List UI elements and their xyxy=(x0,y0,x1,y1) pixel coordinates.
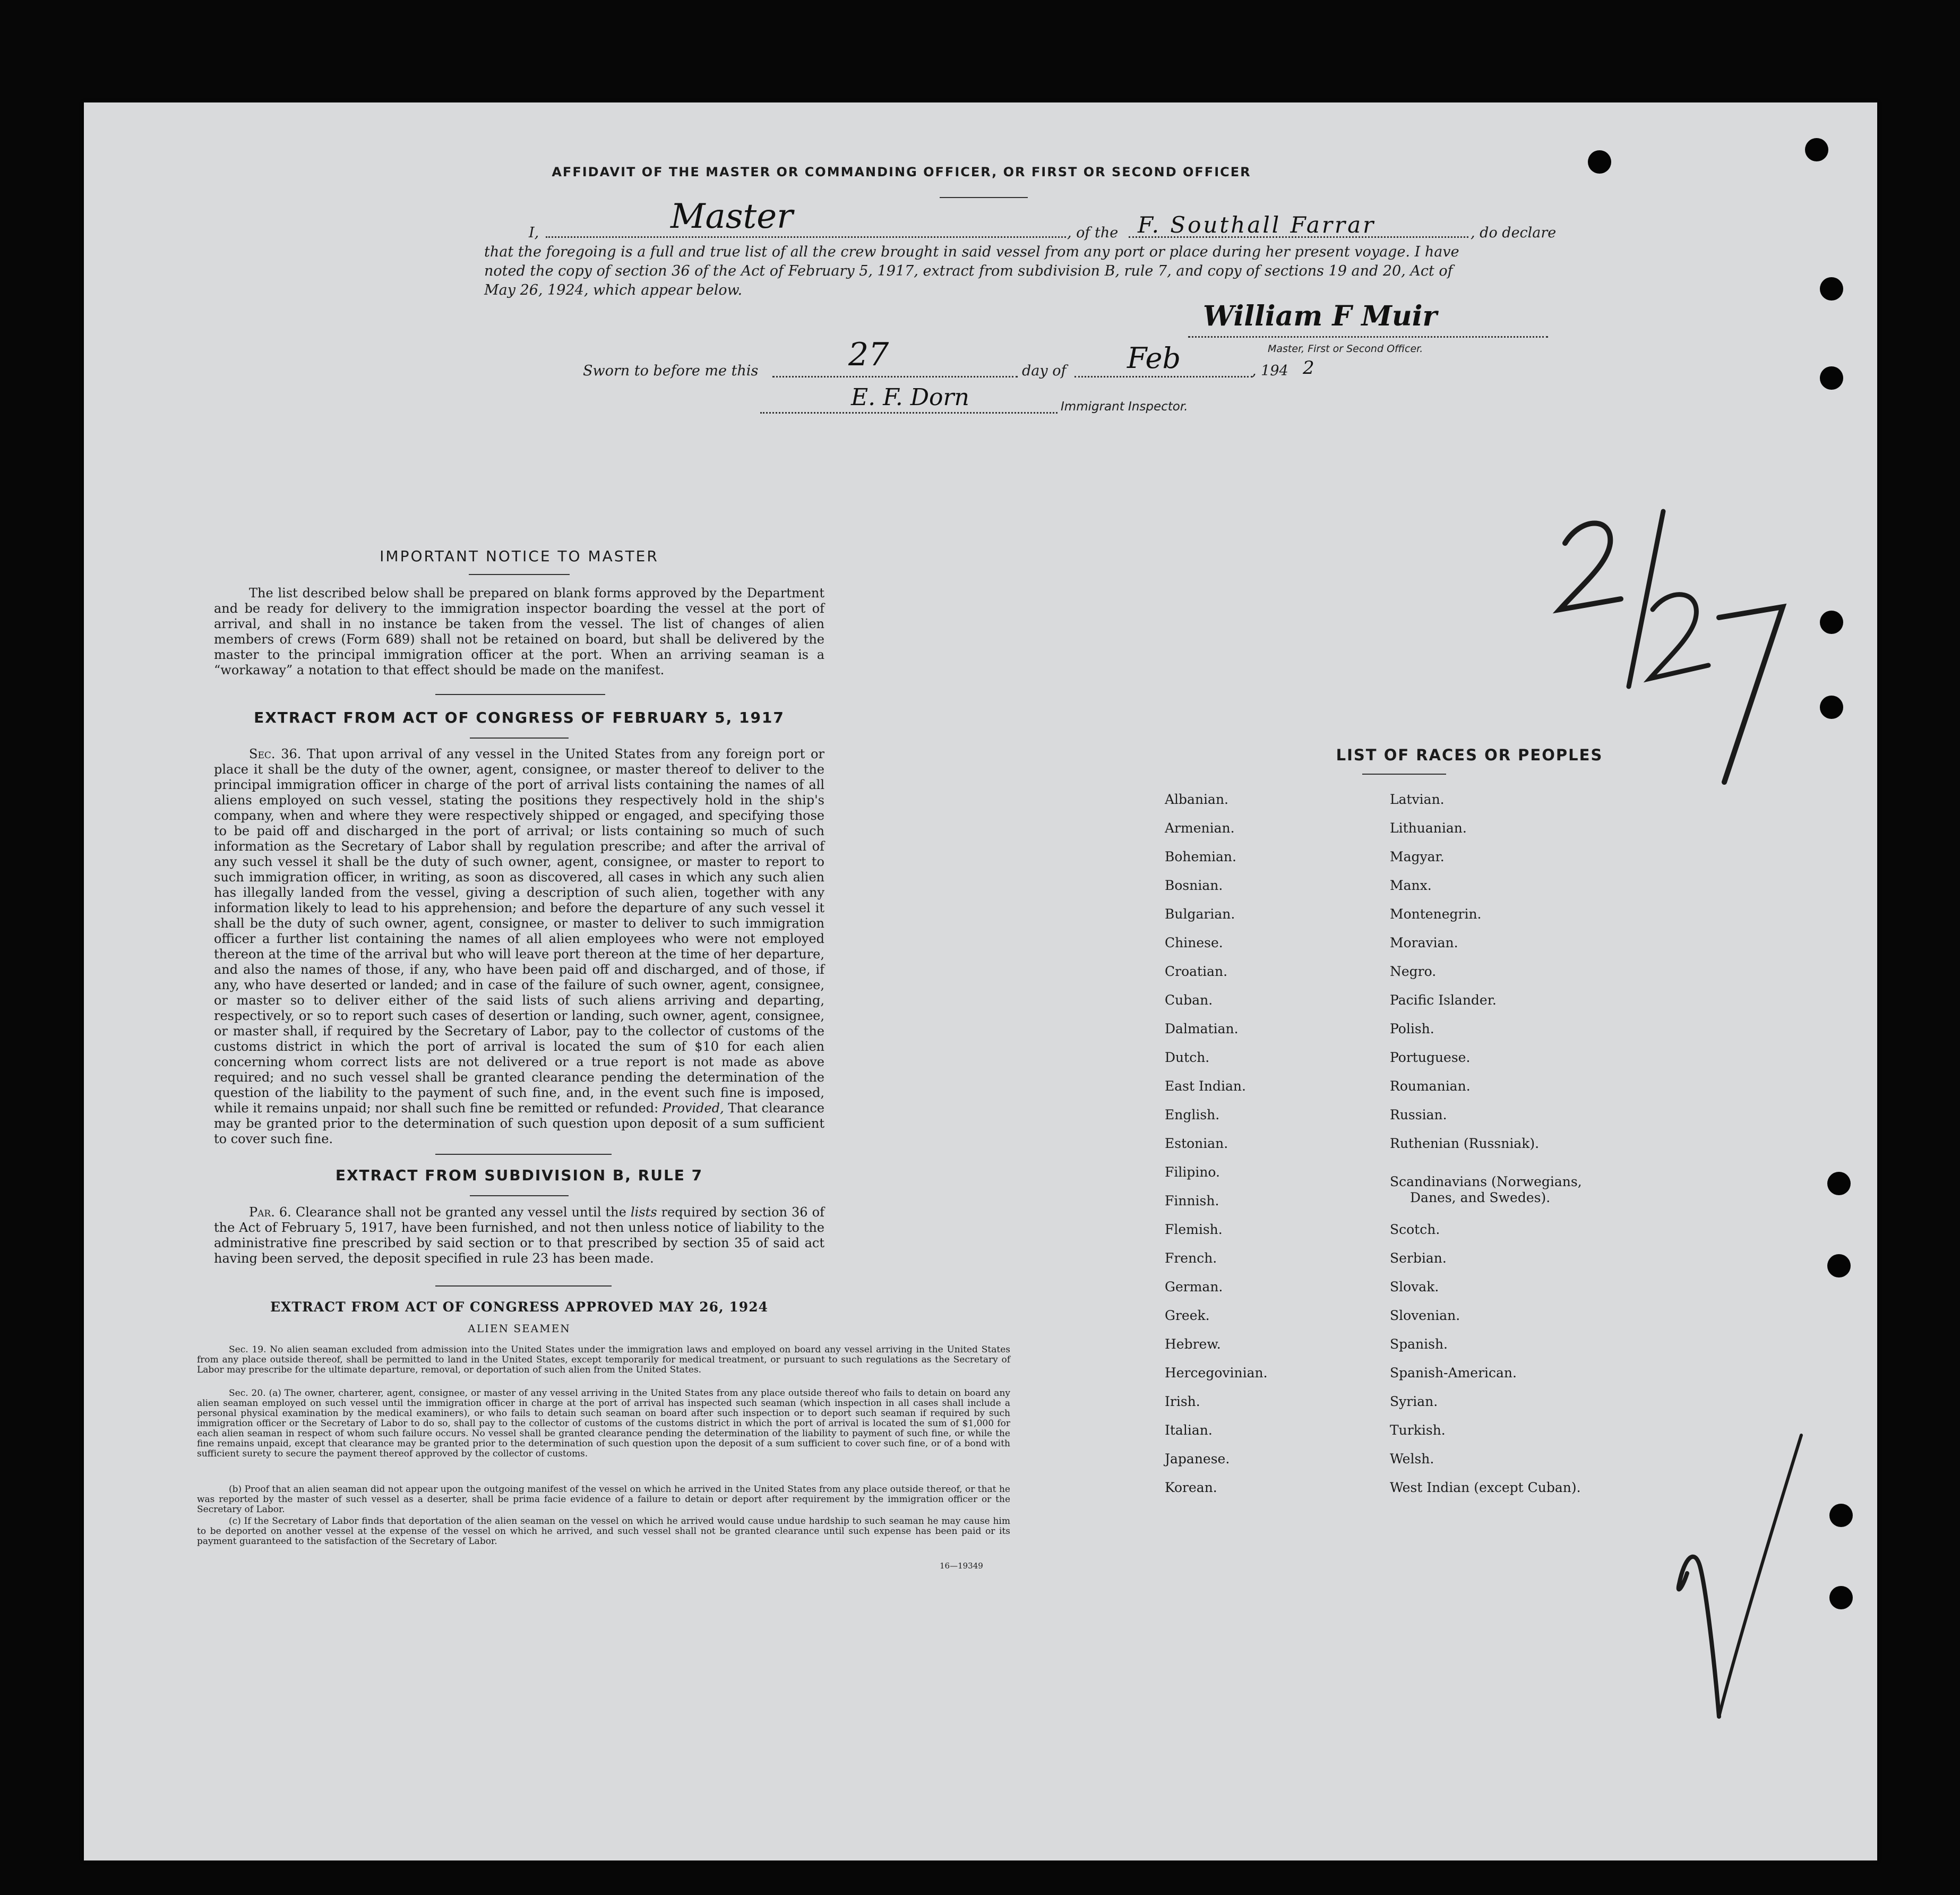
race-item: Slovenian. xyxy=(1390,1308,1460,1323)
day-handwriting: 27 xyxy=(848,336,889,373)
race-item: Spanish. xyxy=(1390,1336,1448,1352)
race-item: Portuguese. xyxy=(1390,1050,1471,1065)
race-item: Cuban. xyxy=(1165,992,1213,1008)
race-item: Turkish. xyxy=(1390,1422,1446,1438)
race-item: Dalmatian. xyxy=(1165,1021,1239,1036)
race-item: Magyar. xyxy=(1390,849,1445,864)
sec-36-label: Sec. 36. xyxy=(249,747,302,761)
do-declare-label: , do declare xyxy=(1471,225,1557,241)
divider xyxy=(470,738,569,739)
of-the-label: , of the xyxy=(1067,225,1119,241)
binder-hole xyxy=(1820,366,1843,390)
par-6-text xyxy=(214,1205,824,1266)
sworn-label: Sworn to before me this xyxy=(583,363,759,379)
sec-20b-text: (b) Proof that an alien seaman did not appear upon the outgoing manifest of the vessel on which he arrived in the United States from any place outside thereof, or that he was reported by the master of such vessel as a deserter, shall be prima facie evidence of a failure to detain or deport after requirement by the immigration officer or the Secretary of Labor. xyxy=(197,1484,1010,1515)
race-item: Estonian. xyxy=(1165,1136,1228,1151)
race-item: German. xyxy=(1165,1279,1223,1294)
lists-word: lists xyxy=(630,1205,657,1220)
race-item: Pacific Islander. xyxy=(1390,992,1497,1008)
date-mark-digit-2 xyxy=(1560,524,1621,610)
par-6-body-a: Clearance shall not be granted any vessel until the xyxy=(295,1205,626,1220)
race-item: Croatian. xyxy=(1165,964,1228,979)
race-item: Syrian. xyxy=(1390,1394,1438,1409)
binder-hole xyxy=(1588,150,1611,174)
divider xyxy=(1362,774,1446,775)
race-item: Irish. xyxy=(1165,1394,1200,1409)
extract-1917-heading: EXTRACT FROM ACT OF CONGRESS OF FEBRUARY 5, 1917 xyxy=(254,709,785,726)
affidavit-line-4: May 26, 1924, which appear below. xyxy=(484,282,743,298)
race-item: Bohemian. xyxy=(1165,849,1236,864)
binder-hole xyxy=(1805,138,1828,161)
race-item: Chinese. xyxy=(1165,935,1223,950)
race-item: Hercegovinian. xyxy=(1165,1365,1268,1380)
race-item: Roumanian. xyxy=(1390,1078,1471,1094)
races-heading: LIST OF RACES OR PEOPLES xyxy=(1336,746,1603,764)
race-item: Montenegrin. xyxy=(1390,906,1482,922)
year-handwriting: 2 xyxy=(1303,357,1314,379)
race-item: Greek. xyxy=(1165,1308,1210,1323)
par-6-body-b: required by section 36 of the Act of February 5, 1917, have been furnished, and not then unless notice of liability to the administrative fine prescribed by said section or to that prescribed by section 35 of said act having been served, the deposit specified in rule 23 has been made. xyxy=(214,1205,824,1266)
alien-seamen-subheading: ALIEN SEAMEN xyxy=(468,1322,571,1335)
race-item: Welsh. xyxy=(1390,1451,1434,1467)
race-item-continued: Danes, and Swedes). xyxy=(1410,1190,1551,1205)
master-line xyxy=(546,236,1066,238)
sec-20a-text: Sec. 20. (a) The owner, charterer, agent, consignee, or master of any vessel arriving in the United States from any place outside thereof who fails to detain on board any alien seaman employed on such vessel until the immigration officer in charge at the port of arrival has inspected such seaman (which inspection in all cases shall include a personal physical examination by the medical examiners), or who fails to detain such seaman on board after such inspection or to deport such seaman if required by such immigration officer or the Secretary of Labor to do so, shall pay to the collector of customs of the customs district in which the port of arrival is located the sum of $1,000 for each alien seaman in respect of whom such failure occurs. No vessel shall be granted clearance pending the determination of the liability to payment of such fine, or while the fine remains unpaid, except that clearance may be granted prior to the determination of such question upon the deposit of a sum sufficient to cover such fine, or of a bond with sufficient surety to secure the payment thereof approved by the collector of customs. xyxy=(197,1388,1010,1459)
month-line xyxy=(1074,376,1252,378)
divider xyxy=(435,1154,612,1155)
check-mark-icon xyxy=(1671,1430,1809,1727)
sec-19-text: Sec. 19. No alien seaman excluded from admission into the United States under the immigration laws and employed on board any vessel arriving in the United States from any place outside thereof, shall be permitted to land in the United States, except temporarily for medical treatment, or pursuant to such regulations as the Secretary of Labor may prescribe for the ultimate departure, removal, or deportation of such alien from the United States. xyxy=(197,1344,1010,1375)
race-item: English. xyxy=(1165,1107,1220,1122)
race-item: West Indian (except Cuban). xyxy=(1390,1480,1581,1495)
race-item: Manx. xyxy=(1390,878,1432,893)
inspector-line xyxy=(760,412,1058,414)
signature-line xyxy=(1188,336,1548,338)
day-line xyxy=(772,376,1018,378)
binder-hole xyxy=(1820,277,1843,301)
binder-hole xyxy=(1829,1586,1853,1609)
date-mark-digit-7 xyxy=(1719,607,1783,782)
race-item: Italian. xyxy=(1165,1422,1213,1438)
race-item: Korean. xyxy=(1165,1480,1217,1495)
affidavit-i-label: I, xyxy=(529,225,539,241)
rule-7-heading: EXTRACT FROM SUBDIVISION B, RULE 7 xyxy=(335,1167,703,1184)
inspector-caption: Immigrant Inspector. xyxy=(1061,400,1188,414)
race-item: Armenian. xyxy=(1165,820,1235,836)
master-signature: William F Muir xyxy=(1203,300,1437,332)
race-item: Slovak. xyxy=(1390,1279,1439,1294)
divider xyxy=(469,574,570,575)
vessel-name-handwriting: F. Southall Farrar xyxy=(1138,212,1376,238)
inspector-signature: E. F. Dorn xyxy=(851,384,969,411)
race-item: Flemish. xyxy=(1165,1222,1223,1237)
divider xyxy=(940,197,1028,198)
sec-36-text xyxy=(214,747,824,1147)
extract-1924-heading: EXTRACT FROM ACT OF CONGRESS APPROVED MAY 26, 1924 xyxy=(270,1299,768,1315)
date-mark-digit-2b xyxy=(1650,595,1708,679)
race-item: French. xyxy=(1165,1250,1217,1266)
document-page xyxy=(84,102,1877,1860)
race-item: Hebrew. xyxy=(1165,1336,1221,1352)
divider xyxy=(470,1195,569,1196)
year-prefix: , 194 xyxy=(1252,363,1288,379)
date-mark-slash xyxy=(1629,511,1663,687)
race-item: Albanian. xyxy=(1165,792,1229,807)
binder-hole xyxy=(1827,1172,1851,1195)
sec-36-body: That upon arrival of any vessel in the United States from any foreign port or place it shall be the duty of the owner, agent, consignee, or master thereof to deliver to the principal immigration officer in charge of the port of arrival lists containing the names of all aliens employed on such vessel, stating the positions they respectively hold in the ship's company, when and where they were respectively shipped or engaged, and specifying those to be paid off and discharged in the port of arrival; or lists containing so much of such information as the Secretary of Labor shall by regulation prescribe; and after the arrival of any such vessel it shall be the duty of such owner, agent, consignee, or master to report to such immigration officer, in writing, as soon as discovered, all cases in which any such alien has illegally landed from the vessel, giving a description of such alien, together with any information likely to lead to his apprehension; and before the departure of any such vessel it shall be the duty of such owner, agent, consignee, or master to deliver to such immigration officer a further list containing the names of all alien employees who were not employed thereon at the time of the arrival but who will leave port thereon at the time of her departure, and also the names of those, if any, who have been paid off and discharged, and of those, if any, who have deserted or landed; and in case of the failure of such owner, agent, consignee, or master so to deliver either of the said lists of such aliens arriving and departing, respectively, or so to report such cases of desertion or landing, such owner, agent, consignee, or master shall, if required by the Secretary of Labor, pay to the collector of customs of the customs district in which the port of arrival is located the sum of $10 for each alien concerning whom correct lists are not delivered or a true report is not made as above required; and no such vessel shall be granted clearance pending the determination of the question of the liability to the payment of such fine, and, in the event such fine is imposed, while it remains unpaid; nor shall such fine be remitted or refunded: xyxy=(214,747,824,1116)
day-of-label: day of xyxy=(1022,363,1067,379)
race-item: Dutch. xyxy=(1165,1050,1210,1065)
race-item: East Indian. xyxy=(1165,1078,1246,1094)
race-item: Polish. xyxy=(1390,1021,1434,1036)
binder-hole xyxy=(1820,696,1843,719)
form-number: 16—19349 xyxy=(940,1561,983,1571)
provided-label: Provided, xyxy=(662,1101,724,1116)
race-item: Russian. xyxy=(1390,1107,1447,1122)
notice-body: The list described below shall be prepared on blank forms approved by the Department and be ready for delivery to the immigration inspector boarding the vessel at the port of arrival, and shall in no instance be taken from the vessel. The list of changes of alien members of crews (Form 689) shall not be retained on board, but shall be delivered by the master to the principal immigration officer at the port. When an arriving seaman is a “workaway” a notation to that effect should be made on the manifest. xyxy=(214,586,824,678)
par-6-label: Par. 6. xyxy=(249,1205,291,1220)
sec-36-body-end: That clearance may be granted prior to the determination of such question upon deposit of a sum sufficient to cover such fine. xyxy=(214,1101,824,1146)
notice-heading: IMPORTANT NOTICE TO MASTER xyxy=(380,547,659,565)
race-item: Scandinavians (Norwegians, xyxy=(1390,1174,1582,1189)
month-handwriting: Feb xyxy=(1127,341,1181,375)
affidavit-heading: AFFIDAVIT OF THE MASTER OR COMMANDING OFFICER, OR FIRST OR SECOND OFFICER xyxy=(552,165,1251,179)
affidavit-line-2: that the foregoing is a full and true list of all the crew brought in said vessel from any port or place during her present voyage. I have xyxy=(484,244,1459,260)
race-item: Bulgarian. xyxy=(1165,906,1235,922)
binder-hole xyxy=(1827,1254,1851,1277)
divider xyxy=(435,694,605,695)
race-item: Moravian. xyxy=(1390,935,1458,950)
race-item: Finnish. xyxy=(1165,1193,1219,1208)
master-handwriting: Master xyxy=(670,197,793,236)
race-item: Lithuanian. xyxy=(1390,820,1467,836)
sec-20c-text: (c) If the Secretary of Labor finds that deportation of the alien seaman on the vessel on which he arrived would cause undue hardship to such seaman he may cause him to be deported on another vessel at the expense of the vessel on which he arrived, and such vessel shall not be granted clearance until such expense has been paid or its payment guaranteed to the satisfaction of the Secretary of Labor. xyxy=(197,1516,1010,1547)
race-item: Ruthenian (Russniak). xyxy=(1390,1136,1540,1151)
race-item: Spanish-American. xyxy=(1390,1365,1517,1380)
divider xyxy=(435,1285,612,1287)
affidavit-line-3: noted the copy of section 36 of the Act of February 5, 1917, extract from subdivision B, rule 7, and copy of sections 19 and 20, Act of xyxy=(484,263,1453,279)
race-item: Bosnian. xyxy=(1165,878,1223,893)
binder-hole xyxy=(1820,611,1843,634)
binder-hole xyxy=(1829,1504,1853,1527)
race-item: Latvian. xyxy=(1390,792,1445,807)
race-item: Serbian. xyxy=(1390,1250,1447,1266)
race-item: Negro. xyxy=(1390,964,1437,979)
race-item: Japanese. xyxy=(1165,1451,1230,1467)
signature-caption: Master, First or Second Officer. xyxy=(1268,343,1423,355)
race-item: Scotch. xyxy=(1390,1222,1440,1237)
race-item: Filipino. xyxy=(1165,1164,1220,1180)
